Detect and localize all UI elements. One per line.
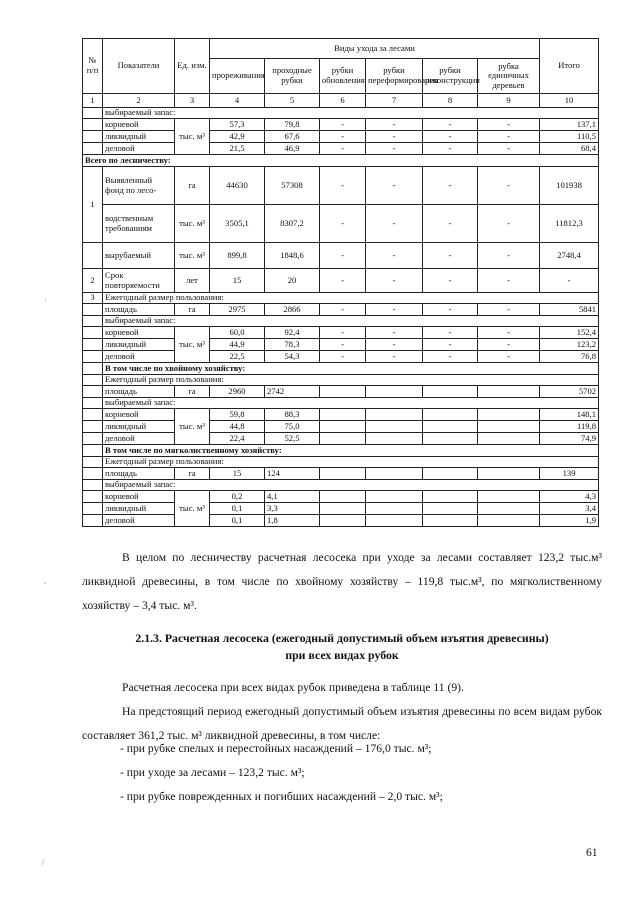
header-renewal: рубки обновления [320,59,366,94]
list-item: - при уходе за лесами – 123,2 тыс. м³; [120,766,305,779]
section-label: Всего по лесничеству: [83,155,599,167]
table-row: деловой 0,1 1,8 1,9 [83,515,599,527]
header-single: рубка единичных деревьев [478,59,540,94]
colnum: 6 [320,94,366,108]
table-row: деловой 22,4 52,5 74,9 [83,433,599,445]
section-label: выбираемый запас: [103,316,599,327]
page-number: 61 [586,846,598,859]
table-row: деловой 22,5 54,3 - - - - 76,8 [83,351,599,363]
header-indicators: Показатели [103,39,175,94]
scan-mark: · [44,296,47,305]
colnum: 8 [423,94,478,108]
section-label: В том числе по мягколиственному хозяйству: [103,445,599,457]
header-reconstruction: рубки реконструкции [423,59,478,94]
header-num: № п/п [83,39,103,94]
table-row: площадь га 15 124 139 [83,468,599,480]
section-label: Ежегодный размер пользования: [103,293,599,304]
colnum: 10 [540,94,599,108]
colnum: 2 [103,94,175,108]
table-row: водственным требованиям тыс. м³ 3505,1 8307,2 - - - - 11812,3 [83,205,599,243]
table-row: ликвидный 44,8 75,0 119,8 [83,421,599,433]
heading-line: 2.1.3. Расчетная лесосека (ежегодный допустимый объем изъятия древесины) [135,631,549,645]
table-row: корневой тыс. м³ 0,2 4,1 4,3 [83,491,599,503]
section-label: выбираемый запас: [103,108,599,119]
heading-line: при всех видах рубок [285,648,399,662]
section-label: Ежегодный размер пользования: [103,375,599,386]
table-row: 2 Срок повторяемости лет 15 20 - - - - - [83,269,599,293]
table-row: корневой тыс. м³ 59,8 88,3 148,1 [83,409,599,421]
scan-mark: , [44,576,46,585]
table-row: вырубаемый тыс. м³ 899,8 1848,6 - - - - 2748,4 [83,243,599,269]
list-item: - при рубке поврежденных и погибших насаждений – 2,0 тыс. м³; [120,790,443,803]
section-heading [82,630,602,664]
table-row: ликвидный 42,9 67,6 - - - - 110,5 [83,131,599,143]
header-total: Итого [540,39,599,94]
colnum: 4 [210,94,265,108]
table-row: ликвидный 0,1 3,3 3,4 [83,503,599,515]
scan-mark: / [42,858,45,867]
header-thinning: прореживания [210,59,265,94]
header-group: Виды ухода за лесами [210,39,540,59]
header-unit: Ед. изм. [175,39,210,94]
colnum: 3 [175,94,210,108]
clearcut-table: № п/п Показатели Ед. изм. Виды ухода за лесами Итого прореживания проходные рубки рубки обновления рубки переформирования рубки реконструкции рубка единичных деревьев 1 2 3 4 5 6 7 8 9 10 выбираемый запас: корневой тыс. м³ 57,3 79,8 - - - - 137,1 ликвидный 42,9 67,6 - - - - 110,5 деловой 21,5 46,9 - - - - 68,4 Всего по лесничеству: 1 Выявленный фонд по лесо- га 44630 57308 - - - - 101938 водственным требованиям тыс. м³ 3505,1 8307,2 - - - - 11812,3 вырубаемый тыс. м³ 899,8 1848,6 - - - - 2748,4 2 Срок повторяемости лет 15 20 - - - - - 3 Ежегодный размер пользования: площадь га 2975 2866 - - - - 5841 выбираемый запас: корневой тыс. м³ 60,0 92,4 - - - - 152,4 ликвидный 44,9 78,3 - - - - 123,2 деловой 22,5 54,3 - - - - 76,8 В том числе по хвойному хозяйству: Ежегодный размер пользования: площадь га 2960 2742 5702 выбираемый запас: корневой тыс. м³ 59,8 88,3 148,1 ликвидный 44,8 75,0 119,8 деловой 22,4 52,5 74,9 В том числе по мягколиственному хозяйству: Ежегодный размер пользования: площадь га 15 124 139 выбираемый запас: корневой тыс. м³ 0,2 4,1 4,3 ликвидный 0,1 3,3 3,4 деловой 0,1 1,8 1,9 [82,38,599,527]
table-row: корневой тыс. м³ 60,0 92,4 - - - - 152,4 [83,327,599,339]
paragraph-volume: На предстоящий период ежегодный допустимый объем изъятия древесины по всем видам рубок составляет 361,2 тыс. м³ ликвидной древесины, в том числе: [82,705,602,742]
paragraph-summary: В целом по лесничеству расчетная лесосека при уходе за лесами составляет 123,2 тыс.м³ ликвидной древесины, в том числе по хвойному хозяйству – 119,8 тыс.м³, по мягколиственному хозяйству – 3,4 тыс. м³. [82,551,602,612]
table-row: ликвидный 44,9 78,3 - - - - 123,2 [83,339,599,351]
colnum: 7 [366,94,423,108]
table-row: площадь га 2975 2866 - - - - 5841 [83,304,599,316]
table-row: корневой тыс. м³ 57,3 79,8 - - - - 137,1 [83,119,599,131]
table-row: деловой 21,5 46,9 - - - - 68,4 [83,143,599,155]
unit-cell: тыс. м³ [175,119,210,155]
header-passage: проходные рубки [265,59,320,94]
colnum: 9 [478,94,540,108]
paragraph-reference: Расчетная лесосека при всех видах рубок приведена в таблице 11 (9). [122,681,464,694]
row-number: 1 [83,167,103,243]
section-label: В том числе по хвойному хозяйству: [103,363,599,375]
section-label: выбираемый запас: [103,480,599,491]
section-label: выбираемый запас: [103,398,599,409]
table-row: 1 Выявленный фонд по лесо- га 44630 57308 - - - - 101938 [83,167,599,205]
colnum: 5 [265,94,320,108]
colnum: 1 [83,94,103,108]
table-row: площадь га 2960 2742 5702 [83,386,599,398]
list-item: - при рубке спелых и перестойных насаждений – 176,0 тыс. м³; [120,742,432,755]
header-reform: рубки переформирования [366,59,423,94]
section-label: Ежегодный размер пользования: [103,457,599,468]
